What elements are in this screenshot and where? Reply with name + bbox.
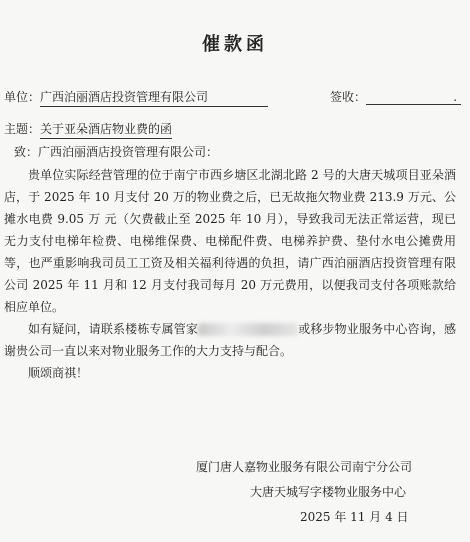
body-paragraph-2 <box>4 318 456 362</box>
contact-text-b: 或移步物业服务中心咨询，感谢贵公司一直以来对物业服务工作的大力支持与配合。 <box>4 322 456 358</box>
recipient-unit-row <box>4 88 268 107</box>
subject-row <box>4 120 172 139</box>
body-paragraph-1: 贵单位实际经营管理的位于南宁市西乡塘区北湖北路 2 号的大唐天城项目亚朵酒店，于 2025 年 10 月支付 20 万的物业费之后，已无故拖欠物业费 213.9 万元、公摊水电费 9.05 万 元（欠费截止至 2025 年 10 月），导致我司无法正常运营，现已无力支付电梯年检费、电梯维保费、电梯配件费、电梯养护费、垫付水电公摊费用等，也严重影响我司员工工资及相关福利待遇的负担，请广西泊丽酒店投资管理有限公司 2025 年 11 月和 12 月支付我司每月 20 万元费用，以便我司支付各项账款给相应单位。 <box>4 168 456 314</box>
sign-receipt-field <box>330 88 461 105</box>
sign-dot: . <box>453 90 458 104</box>
signature-center: 大唐天城写字楼物业服务中心 <box>250 485 407 499</box>
subject-label: 主题： <box>4 122 41 136</box>
signature-company: 厦门唐人嘉物业服务有限公司南宁分公司 <box>196 460 413 474</box>
sign-label: 签收： <box>330 90 367 104</box>
sign-line <box>366 91 461 105</box>
document-title: 催款函 <box>202 34 268 55</box>
signature-date: 2025 年 11 月 4 日 <box>300 510 409 524</box>
salutation: 致：广西泊丽酒店投资管理有限公司： <box>14 145 219 159</box>
contact-text-a: 如有疑问，请联系楼栋专属管家 <box>28 322 199 336</box>
closing-phrase: 顺颂商祺！ <box>28 366 89 380</box>
redacted-contact <box>198 323 298 336</box>
letter-body <box>4 164 456 384</box>
unit-label: 单位： <box>4 90 41 104</box>
subject-value: 关于亚朵酒店物业费的函 <box>40 120 172 139</box>
unit-value: 广西泊丽酒店投资管理有限公司 <box>40 88 268 107</box>
